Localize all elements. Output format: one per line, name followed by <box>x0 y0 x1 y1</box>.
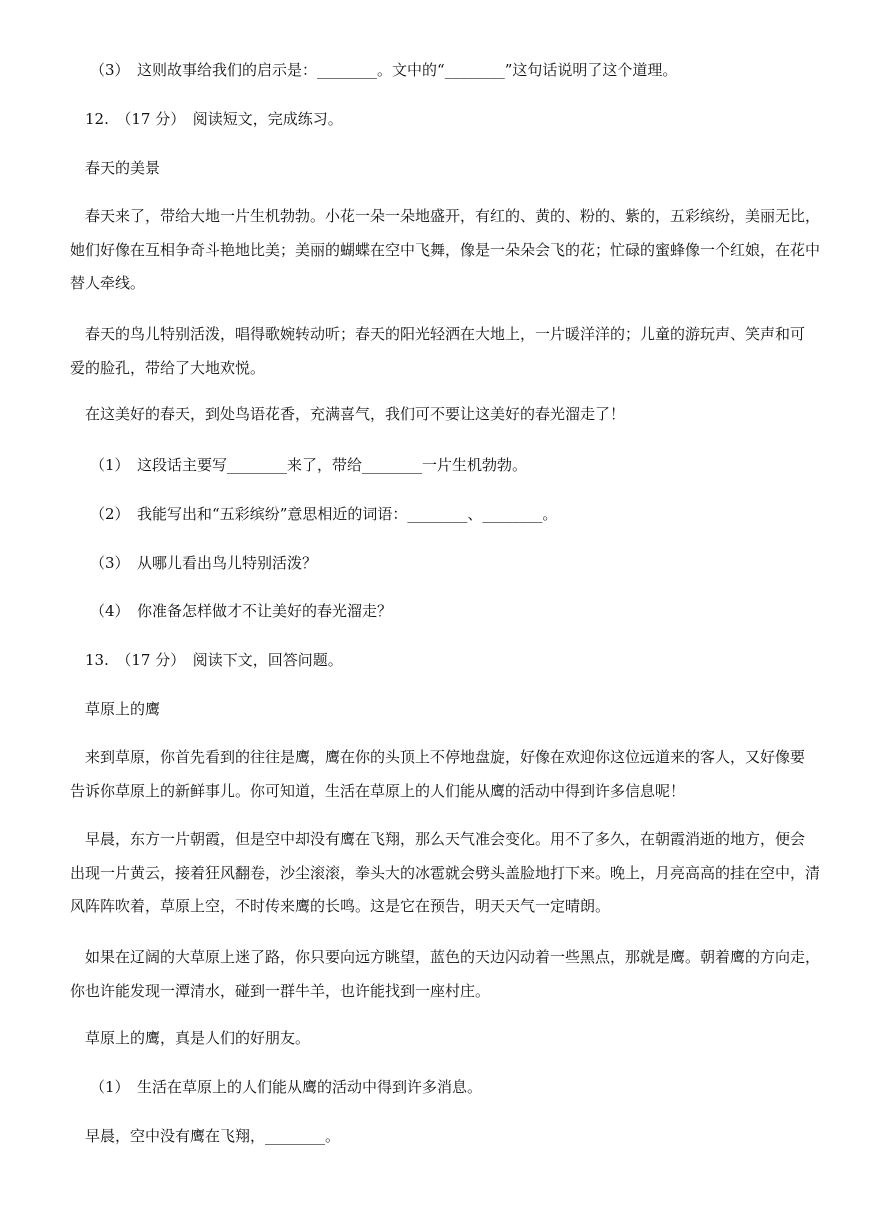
passage-eagle-paragraph-4: 草原上的鹰，真是人们的好朋友。 <box>85 1029 311 1047</box>
question-11-3: （3） 这则故事给我们的启示是：________。文中的“________”这句话说明了这个道理。 <box>90 61 678 79</box>
question-13-heading: 13. （17 分） 阅读下文，回答问题。 <box>85 651 343 669</box>
paragraph-line: 爱的脸孔，带给了大地欢悦。 <box>70 358 266 377</box>
paragraph-line: 出现一片黄云，接着狂风翻卷，沙尘滚滚，拳头大的冰雹就会劈头盖脸地打下来。晚上，月亮高高的挂在空中，清 <box>70 863 821 882</box>
passage-spring-paragraph-1 <box>70 200 821 301</box>
paragraph-line: 来到草原，你首先看到的往往是鹰，鹰在你的头顶上不停地盘旋，好像在欢迎你这位远道来的客人，又好像要 <box>85 748 806 766</box>
paragraph-line: 你也许能发现一潭清水，碰到一群牛羊，也许能找到一座村庄。 <box>70 981 491 1000</box>
passage-eagle-paragraph-1 <box>70 741 815 808</box>
question-12-heading: 12. （17 分） 阅读短文，完成练习。 <box>85 110 343 128</box>
passage-eagle-paragraph-3 <box>70 941 821 1008</box>
question-13-1-blank: 早晨，空中没有鹰在飞翔，________。 <box>85 1127 341 1145</box>
paragraph-line: 如果在辽阔的大草原上迷了路，你只要向远方眺望，蓝色的天边闪动着一些黑点，那就是鹰。朝着鹰的方向走， <box>85 948 821 966</box>
paragraph-line: 春天的鸟儿特别活泼，唱得歌婉转动听；春天的阳光轻洒在大地上，一片暖洋洋的；儿童的游玩声、笑声和可 <box>85 325 806 343</box>
paragraph-line: 她们好像在互相争奇斗艳地比美；美丽的蝴蝶在空中飞舞，像是一朵朵会飞的花；忙碌的蜜蜂像一个红娘，在花中 <box>70 240 821 259</box>
passage-spring-paragraph-2 <box>70 318 815 385</box>
passage-title-spring: 春天的美景 <box>85 159 161 177</box>
passage-eagle-paragraph-2 <box>70 823 821 924</box>
question-12-4: （4） 你准备怎样做才不让美好的春光溜走？ <box>90 602 393 620</box>
question-12-3: （3） 从哪儿看出鸟儿特别活泼？ <box>90 554 318 572</box>
paragraph-line: 风阵阵吹着，草原上空，不时传来鹰的长鸣。这是它在预告，明天天气一定晴朗。 <box>70 897 611 915</box>
paragraph-line: 早晨，东方一片朝霞，但是空中却没有鹰在飞翔，那么天气准会变化。用不了多久，在朝霞消逝的地方，便会 <box>85 830 806 848</box>
question-12-1: （1） 这段话主要写________来了，带给________一片生机勃勃。 <box>90 456 528 474</box>
question-13-1: （1） 生活在草原上的人们能从鹰的活动中得到许多消息。 <box>90 1078 483 1096</box>
paragraph-line: 替人牵线。 <box>70 274 146 292</box>
paragraph-line: 告诉你草原上的新鲜事儿。你可知道，生活在草原上的人们能从鹰的活动中得到许多信息呢！ <box>70 781 686 800</box>
passage-spring-paragraph-3: 在这美好的春天，到处鸟语花香，充满喜气，我们可不要让这美好的春光溜走了！ <box>85 405 626 423</box>
passage-title-eagle: 草原上的鹰 <box>85 700 161 718</box>
question-12-2: （2） 我能写出和“五彩缤纷”意思相近的词语：________、________。 <box>90 505 558 523</box>
paragraph-line: 春天来了，带给大地一片生机勃勃。小花一朵一朵地盛开，有红的、黄的、粉的、紫的，五彩缤纷，美丽无比， <box>85 207 821 225</box>
